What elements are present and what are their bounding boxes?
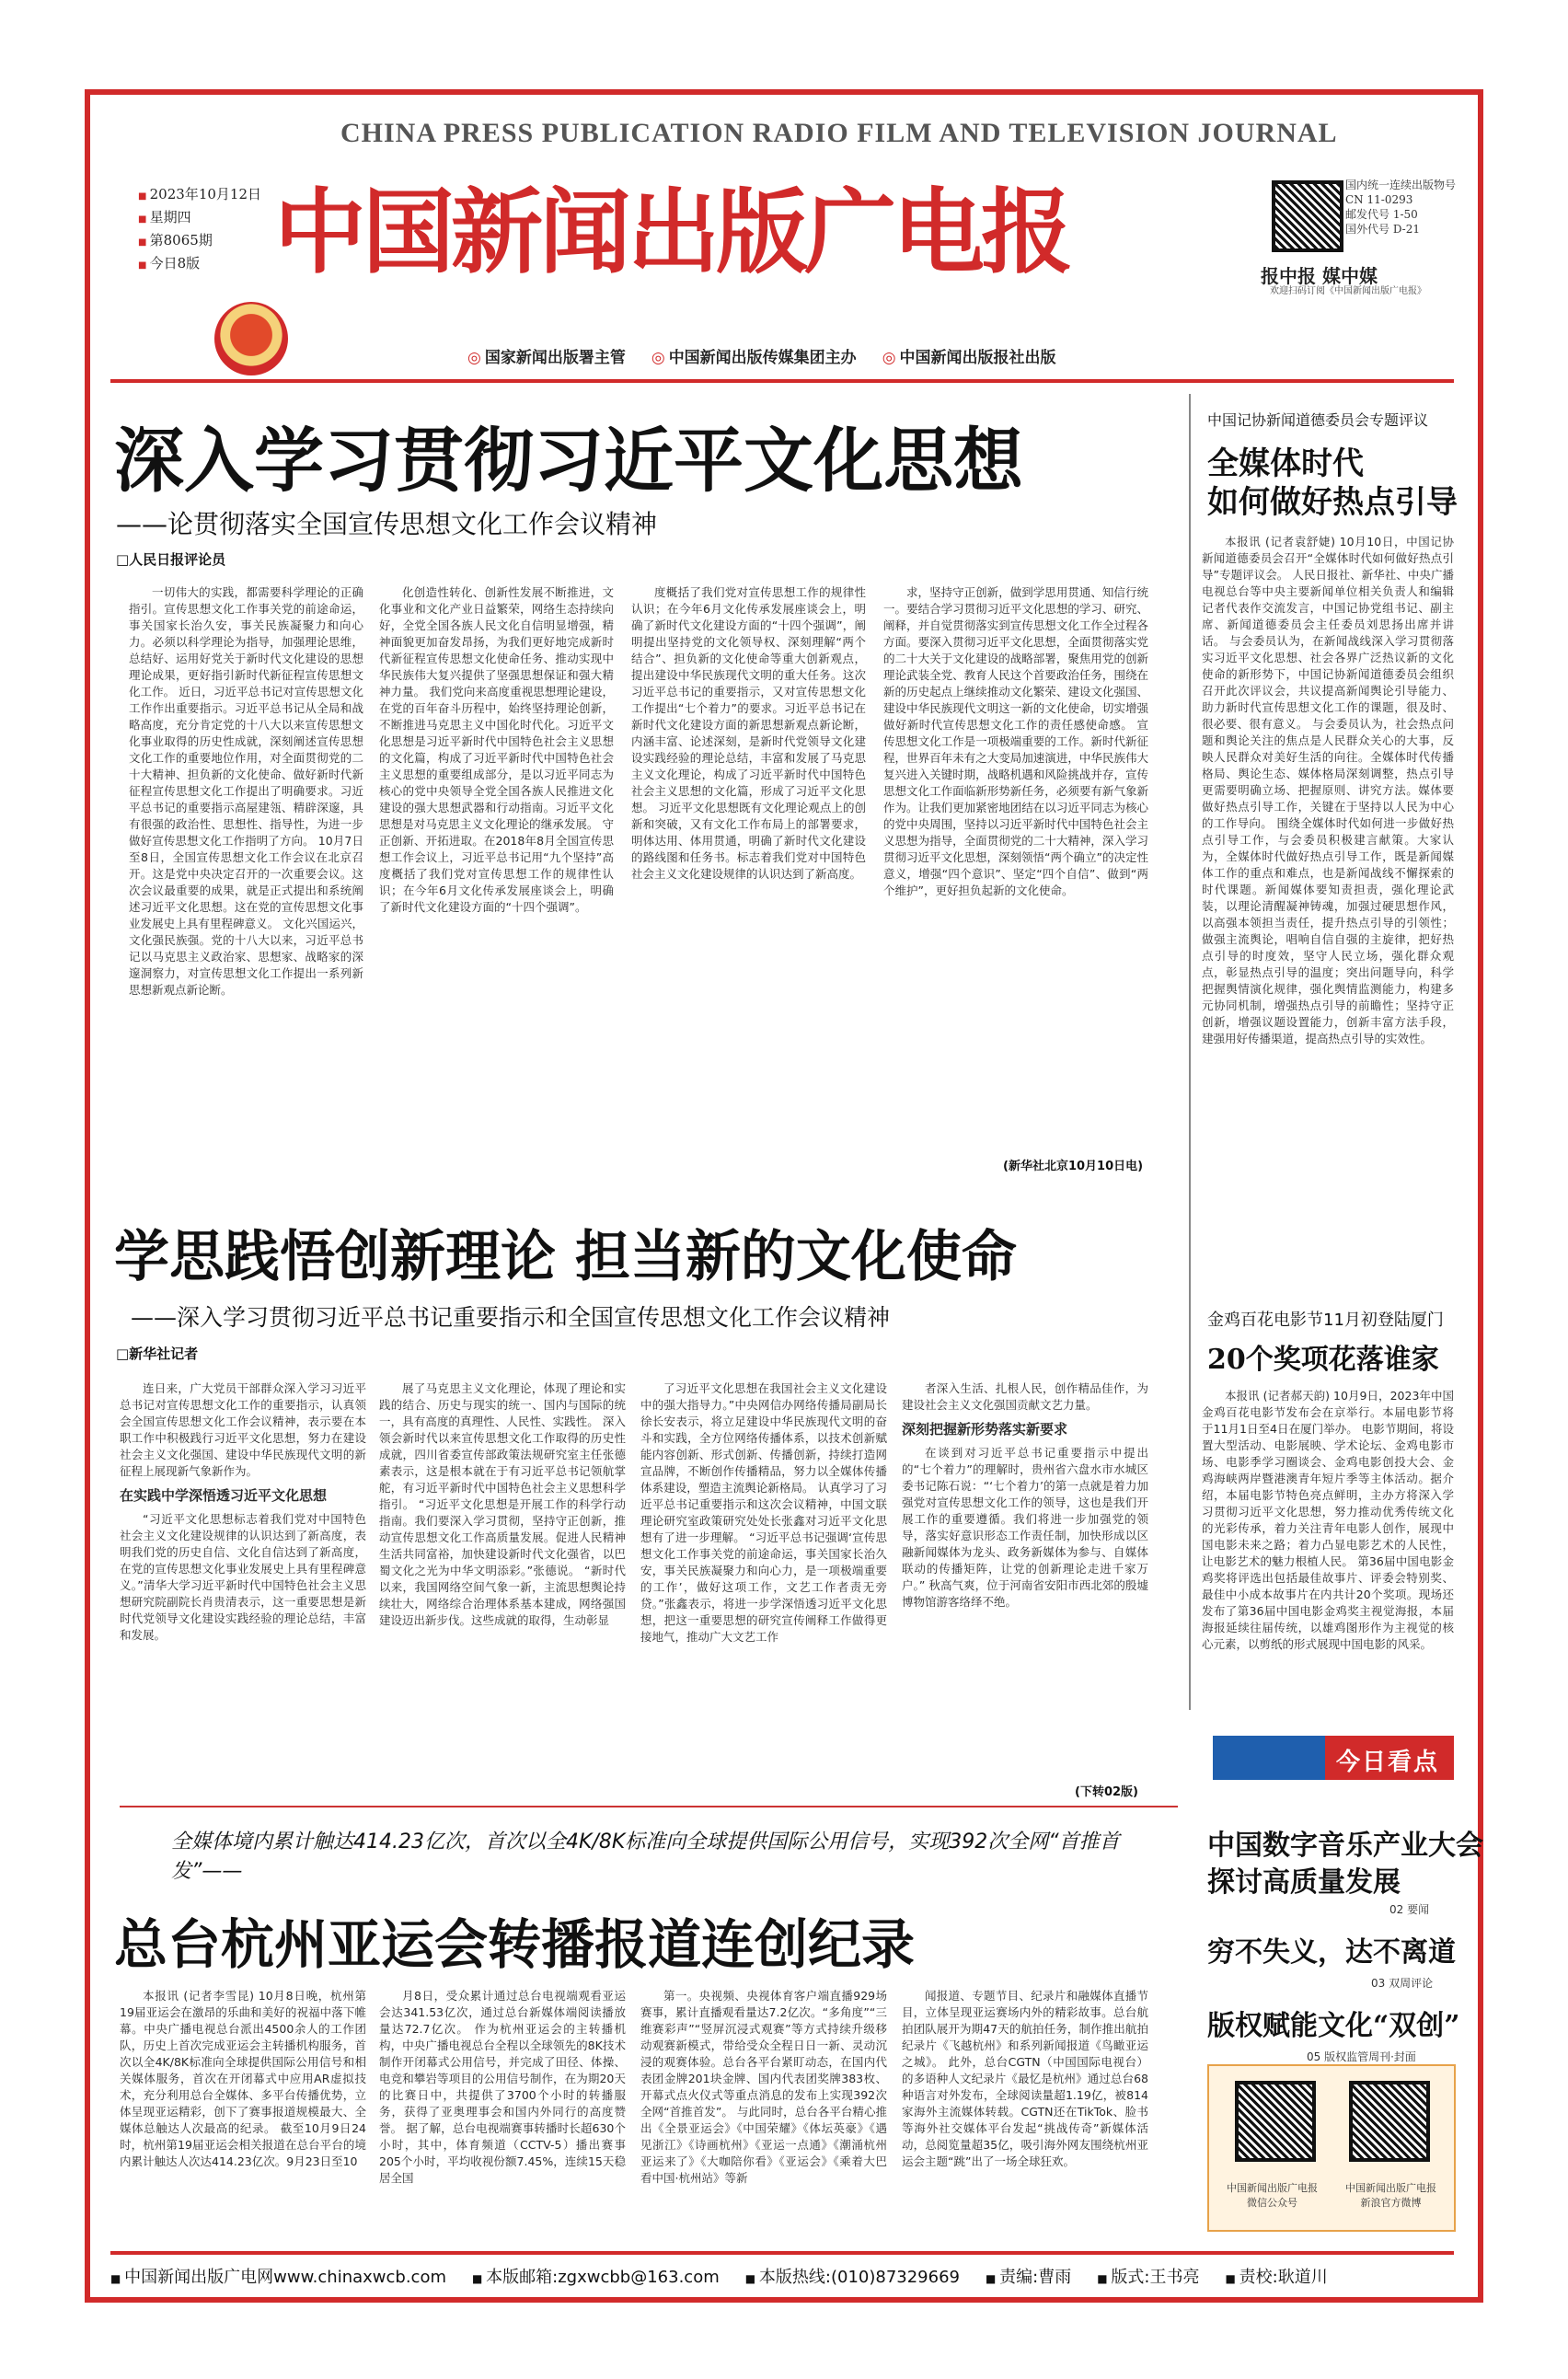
org-bar — [467, 344, 1056, 367]
weibo-qr-label: 中国新闻出版广电报 新浪官方微博 — [1345, 2182, 1436, 2209]
footer-designer: ■ 版式:王书亮 — [1097, 2264, 1199, 2288]
issue-pages: ■ 今日8版 — [138, 253, 261, 276]
publication-codes: 国内统一连续出版物号 CN 11-0293 邮发代号 1-50 国外代号 D-21 — [1345, 179, 1457, 236]
second-col1-heading: 在实践中学深悟透习近平文化思想 — [120, 1487, 328, 1504]
second-column-4: 者深入生活、扎根人民，创作精品佳作，为建设社会主义文化强国贡献文艺力量。 深刻把握新形势落实新要求 在谈到对习近平总书记重要指示中提出的“七个着力”的理解时，贵州省六盘水市水城区委书记陈石说：“‘七个着力’的第一点就是着力加强党对宣传思想文化工作的领导，这也是我们开展工作的重要遵循。我们将进一步加强党的领导，落实好意识形态工作责任制，加快形成以区融新闻媒体为龙头、政务新媒体为参与、自媒体联动的传播矩阵，让党的创新理论走进千家万户。” 秋高气爽，位于河南省安阳市西北郊的殷墟博物馆游客络绎不绝。 — [902, 1381, 1148, 1609]
issue-info — [138, 184, 261, 276]
footer-editor: ■ 责编:曹雨 — [986, 2264, 1071, 2288]
sidebar-mid-body: 本报讯 (记者郝天韵) 10月9日，2023年中国金鸡百花电影节发布会在京举行。本届电影节将于11月1日至4日在厦门举办。 电影节期间，将设置大型活动、电影展映、学术论坛、金鸡电影市场、电影季学习圈谈会、金鸡电影创投大会、金鸡海峡两岸暨港澳青年短片季等主体活动。据介绍，本届电影节特色亮点鲜明，主办方将深入学习贯彻习近平文化思想，努力推动优秀传统文化的光彩传承，着力关注青年电影人创作，展现中国电影未来之路；着力凸显电影艺术的人民性，让电影艺术的魅力根植人民。 第36届中国电影金鸡奖将评选出包括最佳故事片、评委会特别奖、最佳中小成本故事片在内共计20个奖项。现场还发布了第36届中国电影金鸡奖主视觉海报，本届海报延续往届传统，以雄鸡图形作为主视觉的核心元素，以剪纸的形式展现中国电影的风采。 — [1202, 1389, 1454, 1651]
footer-site-link[interactable]: ■ 中国新闻出版广电网www.chinaxwcb.com — [110, 2264, 446, 2288]
today-item-1-page: 02 要闻 — [1389, 1903, 1430, 1916]
footer-bar — [110, 2264, 1463, 2288]
lead-subheadline: ——论贯彻落实全国宣传思想文化工作会议精神 — [116, 509, 658, 539]
header-rule — [110, 379, 1454, 383]
issue-number: ■ 第8065期 — [138, 230, 261, 253]
weibo-qr-code[interactable] — [1349, 2081, 1430, 2162]
today-item-3-title[interactable]: 版权赋能文化“双创” — [1207, 2010, 1460, 2042]
issue-date: ■ 2023年10月12日 — [138, 184, 261, 207]
slogan-sub: 欢迎扫码订阅《中国新闻出版广电报》 — [1270, 286, 1426, 296]
today-highlights — [1213, 1736, 1454, 1780]
issue-weekday: ■ 星期四 — [138, 207, 261, 230]
footer-rule — [110, 2251, 1454, 2255]
second-column-3: 了习近平文化思想在我国社会主义文化建设中的强大指导力。”中央网信办网络传播局副局长徐长安表示，将立足建设中华民族现代文明的奋斗和实践，全方位网络传播体系，以技术创新赋能内容创新、形式创新、传播创新，持续打造网宣品牌，不断创作传播精品，努力以全媒体传播体系建设，塑造主流舆论新格局。 认真学习了习近平总书记重要指示和这次会议精神，中国文联理论研究室政策研究处处长张鑫对习近平文化思想有了进一步理解。 “习近平总书记强调‘宣传思想文化工作事关党的前途命运，事关国家长治久安，事关民族凝聚力和向心力，是一项极端重要的工作’，做好这项工作，文艺工作者责无旁贷。”张鑫表示，将进一步学深悟透习近平文化思想，把这一重要思想的研究宣传阐释工作做得更接地气，推动广大文艺工作 — [640, 1381, 887, 1644]
third-top-rule — [120, 1806, 1178, 1807]
third-column-3: 第一。央视频、央视体育客户端直播929场赛事，累计直播观看量达7.2亿次。“多角度”“三维赛彩声”“竖屏沉浸式观赛”等方式持续升级移动观赛新模式，带给受众全程日日一新、灵动沉浸的观赛体验。总台各平台紧盯动态，在国内代表团金牌201块金牌、国内代表团奖牌383枚、开幕式点火仪式等重点消息的发布上实现392次全网“首推首发”。 与此同时，总台各平台精心推出《全景亚运会》《中国荣耀》《体坛英豪》《遇见浙江》《诗画杭州》《亚运一点通》《潮涌杭州 亚运来了》《大咖陪你看》《亚运会》《乘着大巴看中国·杭州站》等新 — [640, 1989, 887, 2185]
second-headline[interactable]: 学思践悟创新理论 担当新的文化使命 — [114, 1225, 1017, 1289]
lead-credit: (新华社北京10月10日电) — [1003, 1160, 1144, 1173]
third-column-4: 闻报道、专题节目、纪录片和融媒体直播节目，立体呈现亚运赛场内外的精彩故事。总台航拍团队展开为期47天的航拍任务，制作推出航拍纪录片《飞越杭州》和系列新闻报道《鸟瞰亚运之城》。 此外，总台CGTN（中国国际电视台）的多语种人文纪录片《最忆是杭州》通过总台68种语言对外发布，全球阅读量超1.19亿，被814家海外主流媒体转载。CGTN还在TikTok、脸书等海外社交媒体平台发起“挑战传奇”新媒体活动，总阅览量超35亿，吸引海外网友围绕杭州亚运会主题“跳”出了一场全球狂欢。 — [902, 1989, 1148, 2168]
second-subheadline: ——深入学习贯彻习近平总书记重要指示和全国宣传思想文化工作会议精神 — [131, 1304, 891, 1331]
today-item-2-page: 03 双周评论 — [1371, 1977, 1434, 1990]
sidebar-top-body: 本报讯 (记者袁舒婕) 10月10日，中国记协新闻道德委员会召开“全媒体时代如何做好热点引导”专题评议会。 人民日报社、新华社、中央广播电视总台等中央主要新闻单位相关负责人和编辑记者代表作交流发言，中国记协党组书记、副主席、新闻道德委员会主任委员刘思扬出席并讲话。 与会委员认为，在新闻战线深入学习贯彻落实习近平文化思想、社会各界广泛热议新的文化使命的新形势下，中国记协新闻道德委员会组织召开此次评议会，共议提高新闻舆论引导能力、助力新时代宣传思想文化工作的课题，很及时、很必要、很有意义。 与会委员认为，社会热点问题和舆论关注的焦点是人民群众关心的大事，反映人民群众对美好生活的向往。全媒体时代传播格局、舆论生态、媒体格局深刻调整，热点引导更需要明确立场、把握原则、讲究方法。媒体要做好热点引导工作，关键在于坚持以人民为中心的工作导向。 围绕全媒体时代如何进一步做好热点引导工作，与会委员积极建言献策。大家认为，全媒体时代做好热点引导工作，既是新闻媒体工作的重点和难点，也是新闻战线不懈探索的时代课题。新闻媒体要知责担责，强化理论武装，以理论清醒凝神铸魂，加强过硬思想作风，以高强本领担当责任，提升热点引导的引领性；做强主流舆论，唱响自信自强的主旋律，把好热点引导的时度效，坚守人民立场，强化群众观点，彰显热点引导的温度；突出问题导向，科学把握舆情演化规律，强化舆情监测能力，构建多元协同机制，增强热点引导的前瞻性；坚持守正创新，增强议题设置能力，创新丰富方法手段，建强用好传播渠道，提高热点引导的实效性。 — [1202, 535, 1454, 1045]
second-credit: (下转02版) — [1075, 1785, 1138, 1799]
english-title: CHINA PRESS PUBLICATION RADIO FILM AND TELEVISION JOURNAL — [340, 118, 1338, 148]
sidebar-top-title-1[interactable]: 全媒体时代 — [1207, 445, 1364, 482]
lead-column-4: 求，坚持守正创新，做到学思用贯通、知信行统一。要结合学习贯彻习近平文化思想的学习、研究、阐释，并自觉贯彻落实到宣传思想文化工作全过程各方面。要深入贯彻习近平文化思想，全面贯彻落实党的二十大关于文化建设的战略部署，聚焦用党的创新理论武装全党、教育人民这个首要政治任务，围绕在新的历史起点上继续推动文化繁荣、建设文化强国、建设中华民族现代文明这一新的文化使命，切实增强做好新时代宣传思想文化工作的责任感使命感。 宣传思想文化工作是一项极端重要的工作。新时代新征程，世界百年未有之大变局加速演进，中华民族伟大复兴进入关键时期，战略机遇和风险挑战并存，宣传思想文化工作面临新形势新任务，必须要有新气象新作为。让我们更加紧密地团结在以习近平同志为核心的党中央周围，坚持以习近平新时代中国特色社会主义思想为指导，全面贯彻党的二十大精神，深入学习贯彻习近平文化思想，深刻领悟“两个确立”的决定性意义，增强“四个意识”、坚定“四个自信”、做到“两个维护”，更好担负起新的文化使命。 — [883, 585, 1148, 897]
second-column-1: 连日来，广大党员干部群众深入学习习近平总书记对宣传思想文化工作的重要指示，认真领会全国宣传思想文化工作会议精神，表示要在本职工作中积极践行习近平文化思想，努力在建设社会主义文化强国、建设中华民族现代文明的新征程上展现新气象新作为。 在实践中学深悟透习近平文化思想 “习近平文化思想标志着我们党对中国特色社会主义文化建设规律的认识达到了新高度，表明我们党的历史自信、文化自信达到了新高度，在党的宣传思想文化事业发展史上具有里程碑意义。”清华大学习近平新时代中国特色社会主义思想研究院副院长肖贵清表示，这一重要思想是新时代党领导文化建设实践经验的理论总结，丰富和发展。 — [120, 1381, 366, 1642]
second-column-2: 展了马克思主义文化理论，体现了理论和实践的结合、历史与现实的统一、国内与国际的统一，具有高度的真理性、人民性、实践性。 深入领会新时代以来宣传思想文化工作取得的历史性成就，四川省委宣传部政策法规研究室主任张德素表示，这是根本就在于有习近平总书记领航掌舵，有习近平新时代中国特色社会主义思想科学指引。 “习近平文化思想是开展工作的科学行动指南。我们要深入学习贯彻，坚持守正创新，推动宣传思想文化工作高质量发展。促进人民精神生活共同富裕，加快建设新时代文化强省，以巴蜀文化之光为中华文明添彩。”张德说。 “新时代以来，我国网络空间气象一新，主流思想舆论持续壮大，网络综合治理体系基本建成，网络强国建设迈出新步伐。这些成就的取得，生动彰显 — [379, 1381, 626, 1627]
third-headline[interactable]: 总台杭州亚运会转播报道连创纪录 — [114, 1913, 916, 1976]
lead-column-3: 度概括了我们党对宣传思想工作的规律性认识；在今年6月文化传承发展座谈会上，明确了新时代文化建设方面的“十四个强调”，阐明提出坚持党的文化领导权、深刻理解“两个结合”、担负新的文化使命等重大创新观点，提出建设中华民族现代文明的重大任务。这次习近平总书记的重要指示，又对宣传思想文化工作提出“七个着力”的要求。习近平总书记在新时代文化建设方面的新思想新观点新论断，内涵丰富、论述深刻，是新时代党领导文化建设实践经验的理论总结，丰富和发展了马克思主义文化理论，构成了习近平新时代中国特色社会主义思想的文化篇，形成了习近平文化思想。 习近平文化思想既有文化理论观点上的创新和突破，又有文化工作布局上的部署要求，明体达用、体用贯通，明确了新时代文化建设的路线图和任务书。标志着我们党对中国特色社会主义文化建设规律的认识达到了新高度。 — [631, 585, 866, 881]
second-col4-heading: 深刻把握新形势落实新要求 — [902, 1421, 1068, 1438]
org-publisher: ◎ 中国新闻出版报社出版 — [882, 344, 1056, 367]
sidebar-mid-kicker: 金鸡百花电影节11月初登陆厦门 — [1207, 1311, 1444, 1330]
footer-hotline: ■ 本版热线:(010)87329669 — [745, 2264, 960, 2288]
lead-column-2: 化创造性转化、创新性发展不断推进，文化事业和文化产业日益繁荣，网络生态持续向好，全党全国各族人民文化自信明显增强，精神面貌更加奋发昂扬，为我们更好地完成新时代新征程宣传思想文化使命任务、推动实现中华民族伟大复兴提供了坚强思想保证和强大精神力量。 我们党向来高度重视思想理论建设，在党的百年奋斗历程中，始终坚持理论创新，不断推进马克思主义中国化时代化。习近平文化思想是习近平新时代中国特色社会主义思想的文化篇，构成了习近平新时代中国特色社会主义思想的重要组成部分，是以习近平同志为核心的党中央领导全党全国各族人民推进文化建设的强大思想武器和行动指南。习近平文化思想是对马克思主义文化理论的继承发展。 守正创新、开拓进取。在2018年8月全国宣传思想工作会议上，习近平总书记用“九个坚持”高度概括了我们党对宣传思想工作的规律性认识；在今年6月文化传承发展座谈会上，明确了新时代文化建设方面的“十四个强调”。 — [379, 585, 614, 914]
today-item-1-title-1[interactable]: 中国数字音乐产业大会 — [1207, 1830, 1483, 1862]
slogan: 报中报 媒中媒 — [1261, 265, 1378, 287]
newspaper-logo — [214, 302, 288, 375]
social-qr-box — [1207, 2064, 1456, 2232]
wechat-qr-code[interactable] — [1235, 2081, 1316, 2162]
org-sponsor: ◎ 中国新闻出版传媒集团主办 — [651, 344, 857, 367]
sidebar-top-title-2[interactable]: 如何做好热点引导 — [1207, 484, 1458, 521]
wechat-qr-label: 中国新闻出版广电报 微信公众号 — [1227, 2182, 1318, 2209]
today-item-2-title[interactable]: 穷不失义，达不离道 — [1207, 1936, 1456, 1969]
third-kicker: 全媒体境内累计触达414.23亿次，首次以全4K/8K标准向全球提供国际公用信号，实现392次全网“首推首发”—— — [171, 1830, 1120, 1883]
today-highlights-label: 今日看点 — [1335, 1749, 1439, 1776]
org-supervisor: ◎ 国家新闻出版署主管 — [467, 344, 626, 367]
footer-proofreader: ■ 责校:耿道川 — [1225, 2264, 1327, 2288]
sidebar-mid-title[interactable]: 20个奖项花落谁家 — [1207, 1344, 1439, 1376]
third-column-2: 月8日，受众累计通过总台电视端观看亚运会达341.53亿次，通过总台新媒体端阅读播放量达72.7亿次。 作为杭州亚运会的主转播机构，中央广播电视总台全程以全球领先的8K技术制作开闭幕式公用信号，并完成了田径、体操、电竞和攀岩等项目的公用信号制作，在为期20天的比赛日中，共提供了3700个小时的转播服务，获得了亚奥理事会和国内外同行的高度赞誉。 据了解，总台电视端赛事转播时长超630个小时，其中，体育频道（CCTV-5）播出赛事205个小时，平均收视份额7.45%，连续15天稳居全国 — [379, 1989, 626, 2185]
masthead-title: 中国新闻出版广电报 — [274, 178, 1069, 286]
sidebar-divider — [1189, 394, 1191, 1710]
today-item-3-page: 05 版权监管周刊·封面 — [1307, 2050, 1416, 2063]
footer-email[interactable]: ■ 本版邮箱:zgxwcbb@163.com — [472, 2264, 720, 2288]
third-column-1: 本报讯 (记者李雪昆) 10月8日晚，杭州第19届亚运会在激昂的乐曲和美好的祝福中落下帷幕。中央广播电视总台派出4500余人的工作团队，历史上首次完成亚运会主转播机构服务，首次以全4K/8K标准向全球提供国际公用信号和相关媒体服务，首次在开闭幕式中应用AR虚拟技术，充分利用总台全媒体、多平台传播优势，立体呈现亚运精彩，创下了赛事报道规模最大、全媒体总触达人次最高的纪录。 截至10月9日24时，杭州第19届亚运会相关报道在总台平台的境内累计触达人次达414.23亿次。9月23日至10 — [120, 1989, 366, 2168]
second-byline: □新华社记者 — [116, 1345, 199, 1362]
lead-column-1: 一切伟大的实践，都需要科学理论的正确指引。宣传思想文化工作事关党的前途命运，事关国家长治久安，事关民族凝聚力和向心力。必须以科学理论为指导，加强理论思维，总结好、运用好党关于新时代文化建设的思想理论成果，更好指引新时代新征程宣传思想文化工作。 近日，习近平总书记对宣传思想文化工作作出重要指示。习近平总书记从全局和战略高度，充分肯定党的十八大以来宣传思想文化事业取得的历史性成就，深刻阐述宣传思想文化工作的重要地位作用，对全面贯彻党的二十大精神、担负新的文化使命、做好新时代新征程宣传思想文化工作提出了明确要求。习近平总书记的重要指示高屋建瓴、精辟深邃，具有很强的政治性、思想性、指导性，为进一步做好宣传思想文化工作指明了方向。 10月7日至8日，全国宣传思想文化工作会议在北京召开。这是党中央决定召开的一次重要会议。这次会议最重要的成果，就是正式提出和系统阐述习近平文化思想。这在党的宣传思想文化事业发展史上具有里程碑意义。 文化兴国运兴，文化强民族强。党的十八大以来，习近平总书记以马克思主义政治家、思想家、战略家的深邃洞察力，对宣传思想文化工作提出一系列新思想新观点新论断。 — [129, 585, 363, 997]
lead-headline[interactable]: 深入学习贯彻习近平文化思想 — [114, 420, 1023, 502]
today-item-1-title-2[interactable]: 探讨高质量发展 — [1207, 1866, 1401, 1899]
lead-byline: □人民日报评论员 — [116, 551, 226, 568]
masthead-qr-code[interactable] — [1272, 180, 1343, 252]
sidebar-top-kicker: 中国记协新闻道德委员会专题评议 — [1207, 411, 1429, 429]
